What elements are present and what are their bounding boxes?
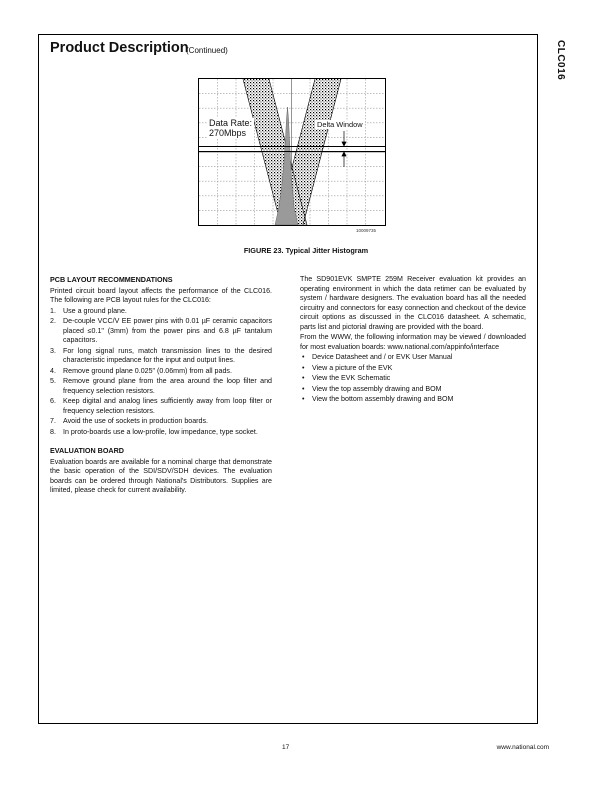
item-number: 6.: [50, 397, 56, 405]
figure-id: 10009735: [356, 228, 377, 233]
bullet-text: Device Datasheet and / or EVK User Manual: [312, 353, 453, 361]
list-item: • View the EVK Schematic: [300, 374, 526, 384]
title-text: Product Description: [50, 40, 189, 56]
item-number: 3.: [50, 346, 56, 355]
evaluation-board-text: Evaluation boards are available for a nominal charge that demonstrate the basic operation of the SDI/SDV/SDH devices. The evaluation boards can be ordered through National's Distributors. Supplies are limited, please check for current availability.: [50, 457, 272, 494]
item-text: For long signal runs, match transmission lines to the desired characteristic impedance for the input and output lines.: [63, 346, 272, 364]
item-text: In proto-boards use a low-profile, low impedance, type socket.: [63, 427, 258, 436]
pcb-layout-heading: PCB LAYOUT RECOMMENDATIONS: [50, 275, 173, 284]
list-item: [50, 307, 272, 317]
right-column: [300, 275, 526, 406]
list-item: [50, 367, 272, 377]
list-item: [50, 417, 272, 427]
list-item: [50, 428, 272, 438]
pcb-rules-list: [50, 307, 272, 438]
list-item: [50, 347, 272, 366]
delta-arrows: [342, 131, 346, 167]
item-number: 5.: [50, 377, 56, 385]
item-number: 4.: [50, 366, 56, 375]
page-number: 17: [282, 744, 290, 751]
list-item: [50, 397, 272, 416]
data-rate-label: [207, 118, 254, 138]
side-tab-part-number: CLC016: [555, 40, 566, 81]
item-text: De-couple VCC/V EE power pins with 0.01 µF ceramic capacitors placed ≤0.1" (3mm) from the power pins and 6.8 µF tantalum capacitors.: [63, 317, 272, 344]
item-text: Keep digital and analog lines sufficiently away from loop filter or frequency selection resistors.: [63, 397, 272, 415]
item-text: Avoid the use of sockets in production boards.: [63, 417, 208, 425]
www-intro: From the WWW, the following information may be viewed / downloaded for most evaluation boards: www.national.com/appinfo/interface: [300, 333, 526, 351]
page-title: [50, 40, 189, 56]
title-continued: (Continued): [186, 46, 228, 55]
item-number: 1.: [50, 306, 56, 315]
item-text: Use a ground plane.: [63, 306, 127, 315]
histogram-svg: [199, 79, 385, 225]
data-rate-label-line-1: Data Rate:: [209, 118, 253, 128]
bullet-text: View a picture of the EVK: [312, 363, 393, 372]
delta-window-label: Delta Window: [317, 120, 363, 129]
item-number: 2.: [50, 317, 56, 325]
list-item: • View the bottom assembly drawing and BOM: [300, 395, 526, 405]
figure-caption: FIGURE 23. Typical Jitter Histogram: [243, 246, 369, 255]
item-text: Remove ground plane 0.025" (0.06mm) from all pads.: [63, 366, 232, 375]
data-rate-label-line-2: 270Mbps: [209, 128, 247, 138]
www-resources-list: [300, 353, 526, 405]
footer-url: www.national.com: [496, 744, 549, 751]
evaluation-board-heading: EVALUATION BOARD: [50, 446, 124, 455]
bullet-text: View the EVK Schematic: [312, 374, 391, 382]
bullet-text: View the top assembly drawing and BOM: [312, 384, 442, 393]
list-item: [50, 377, 272, 396]
delta-window-markers: [199, 147, 385, 152]
item-number: 8.: [50, 427, 56, 436]
pcb-intro: Printed circuit board layout affects the performance of the CLC016. The following are PCB layout rules for the CLC016:: [50, 286, 272, 304]
list-item: • Device Datasheet and / or EVK User Manual: [300, 353, 526, 363]
list-item: • View a picture of the EVK: [300, 364, 526, 374]
item-text: Remove ground plane from the area around the loop filter and frequency selection resistors.: [63, 377, 272, 395]
bullet-text: View the bottom assembly drawing and BOM: [312, 395, 454, 403]
jitter-histogram-figure: [198, 78, 386, 226]
list-item: • View the top assembly drawing and BOM: [300, 385, 526, 395]
item-number: 7.: [50, 417, 56, 425]
left-column: [50, 275, 272, 497]
evk-description: The SD901EVK SMPTE 259M Receiver evaluation kit provides an operating environment in which the data retimer can be evaluated by system / hardware designers. The evaluation board has all the needed circuitry and connectors for easy connection and checkout of the device circuit options as discussed in the CLC016 datasheet. A schematic, parts list and pictorial drawing are provided with the board.: [300, 275, 526, 331]
list-item: [50, 317, 272, 346]
